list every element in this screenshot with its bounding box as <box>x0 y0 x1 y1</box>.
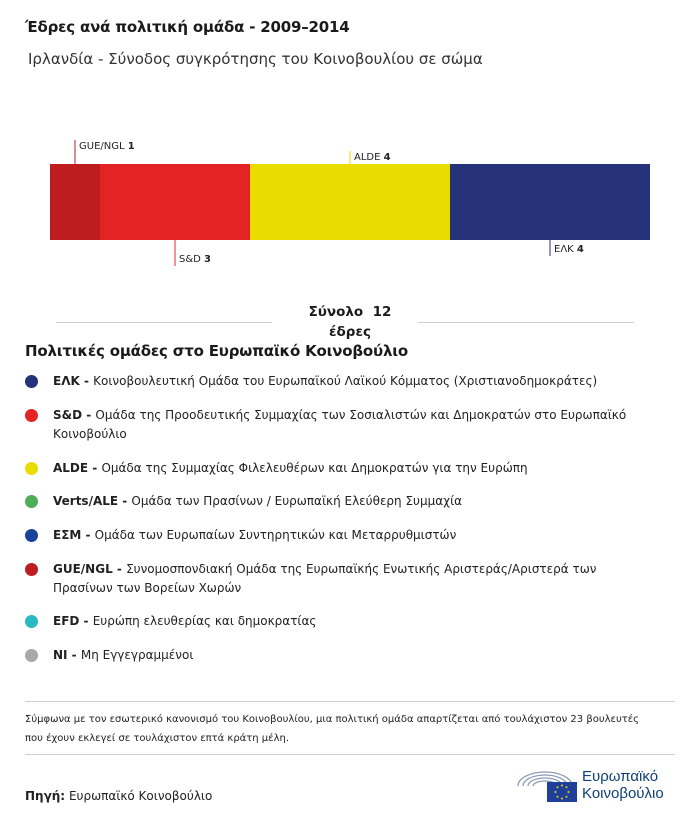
note-divider-top <box>25 701 675 702</box>
bar-segment-0 <box>50 164 100 240</box>
bar-value-segment-2: 4 <box>383 152 391 163</box>
total-divider-right <box>418 322 634 323</box>
legend-desc: Μη Εγγεγραμμένοι <box>80 648 194 662</box>
bar-category-segment-1: S&D <box>179 254 205 265</box>
legend-desc: Ομάδα της Συμμαχίας Φιλελευθέρων και Δημοκρατών για την Ευρώπη <box>101 461 528 475</box>
legend-desc: Κοινοβουλευτική Ομάδα του Ευρωπαϊκού Λαϊκού Κόμματος (Χριστιανοδημοκράτες) <box>93 374 598 388</box>
legend-color-dot-icon <box>25 495 38 508</box>
total-divider-left <box>56 322 272 323</box>
legend-abbr: Verts/ALE - <box>53 494 132 508</box>
legend-text <box>53 492 653 511</box>
bar-label-segment-2 <box>354 152 391 163</box>
legend-title: Πολιτικές ομάδες στο Ευρωπαϊκό Κοινοβούλιο <box>25 342 408 360</box>
bar-label-segment-1 <box>179 254 211 265</box>
legend-desc: Ομάδα των Πρασίνων / Ευρωπαϊκή Ελεύθερη Συμμαχία <box>131 494 463 508</box>
footnote: Σύμφωνα με τον εσωτερικό κανονισμό του Κοινοβουλίου, μια πολιτική ομάδα απαρτίζεται από τουλάχιστον 23 βουλευτές που έχουν εκλεγεί σε τουλάχιστον επτά κράτη μέλη. <box>25 714 640 744</box>
parliament-emblem-icon <box>512 764 578 804</box>
legend-color-dot-icon <box>25 563 38 576</box>
legend-text <box>53 526 653 545</box>
bar-label-segment-3 <box>554 244 584 255</box>
bar-label-segment-0 <box>79 141 135 152</box>
total-label: Σύνολο <box>308 304 364 320</box>
source-value: Ευρωπαϊκό Κοινοβούλιο <box>68 789 213 803</box>
legend-color-dot-icon <box>25 529 38 542</box>
source <box>25 789 212 803</box>
legend-color-dot-icon <box>25 409 38 422</box>
legend-abbr: ΕΣΜ - <box>53 528 95 542</box>
legend-text <box>53 406 653 444</box>
source-label: Πηγή: <box>25 789 66 803</box>
bar-value-segment-1: 3 <box>204 254 211 265</box>
legend-desc: Ομάδα της Προοδευτικής Συμμαχίας των Σοσιαλιστών και Δημοκρατών στο Ευρωπαϊκό Κοινοβούλιο <box>53 408 627 441</box>
stacked-bar-chart <box>50 140 650 280</box>
logo-line-2: Κοινοβούλιο <box>582 785 664 802</box>
chart-subtitle: Ιρλανδία - Σύνοδος συγκρότησης του Κοινοβουλίου σε σώμα <box>28 50 483 68</box>
legend-color-dot-icon <box>25 615 38 628</box>
bar-value-segment-3: 4 <box>576 244 584 255</box>
legend-desc: Ομάδα των Ευρωπαίων Συντηρητικών και Μεταρρυθμιστών <box>94 528 457 542</box>
legend-text <box>53 372 653 391</box>
legend-text <box>53 560 653 598</box>
chart-title: Έδρες ανά πολιτική ομάδα - 2009–2014 <box>25 18 350 36</box>
legend-color-dot-icon <box>25 375 38 388</box>
bar-value-segment-0: 1 <box>127 141 135 152</box>
legend-text <box>53 646 653 665</box>
legend-desc: Συνομοσπονδιακή Ομάδα της Ευρωπαϊκής Ενωτικής Αριστεράς/Αριστερά των Πρασίνων των Βορείων Χωρών <box>53 562 597 595</box>
total-unit: έδρες <box>329 324 371 340</box>
legend-abbr: EFD - <box>53 614 93 628</box>
legend-desc: Ευρώπη ελευθερίας και δημοκρατίας <box>92 614 317 628</box>
bar-category-segment-0: GUE/NGL <box>79 141 128 152</box>
legend-color-dot-icon <box>25 649 38 662</box>
logo-wordmark <box>582 768 664 802</box>
note-divider-bottom <box>25 754 675 755</box>
bar-segment-1 <box>100 164 250 240</box>
legend-abbr: GUE/NGL - <box>53 562 127 576</box>
european-parliament-logo <box>512 764 682 804</box>
legend-abbr: ALDE - <box>53 461 102 475</box>
legend-color-dot-icon <box>25 462 38 475</box>
logo-line-1: Ευρωπαϊκό <box>582 768 659 785</box>
legend-abbr: S&D - <box>53 408 96 422</box>
bar-segment-2 <box>250 164 450 240</box>
total-value: 12 <box>372 304 392 320</box>
bar-segment-3 <box>450 164 650 240</box>
bar-category-segment-3: ΕΛΚ <box>554 244 577 255</box>
legend-abbr: ΕΛΚ - <box>53 374 94 388</box>
legend-abbr: NI - <box>53 648 81 662</box>
legend-text <box>53 612 653 631</box>
bar-category-segment-2: ALDE <box>354 152 384 163</box>
legend-text <box>53 459 653 478</box>
